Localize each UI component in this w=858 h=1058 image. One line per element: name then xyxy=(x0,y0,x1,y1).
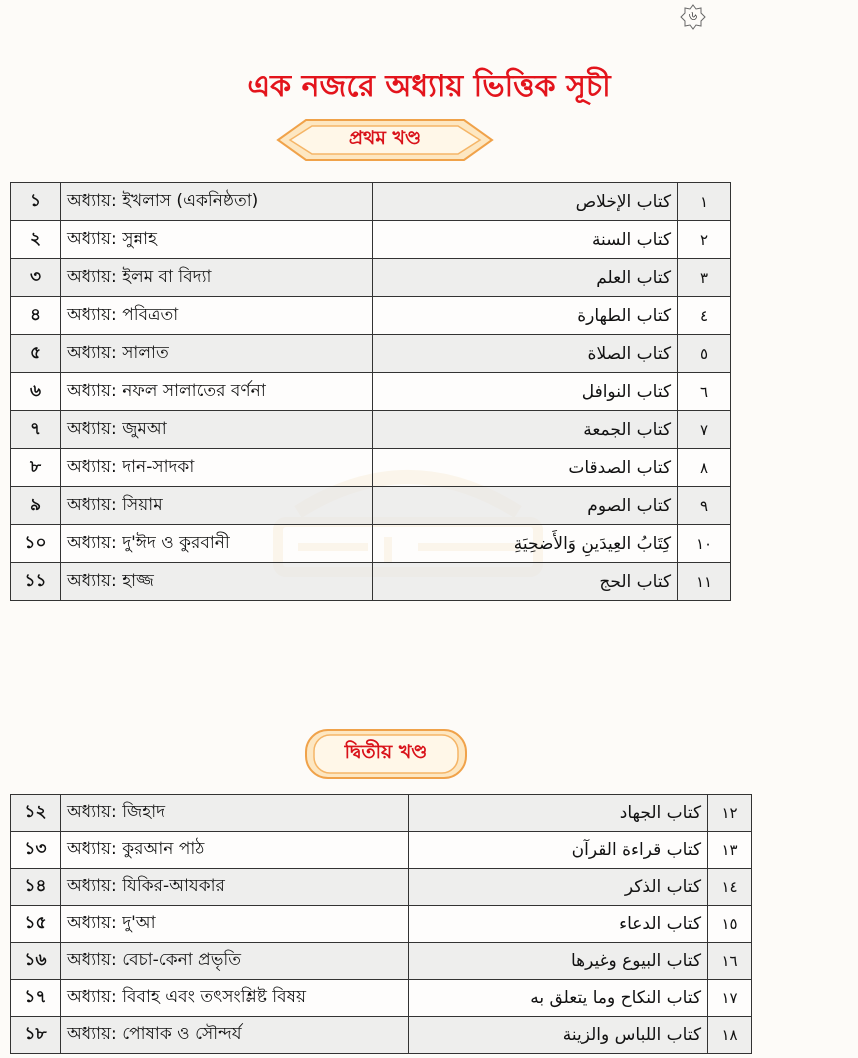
volume1-table xyxy=(10,182,731,601)
table-row xyxy=(11,183,731,221)
table-row xyxy=(11,795,752,832)
chapter-title-bengali: অধ্যায়: দু'ঈদ ও কুরবানী xyxy=(60,525,372,563)
chapter-title-arabic: كتاب النكاح وما يتعلق به xyxy=(408,980,708,1017)
volume1-heading: প্রথম খণ্ড xyxy=(348,127,422,149)
chapter-title-arabic: كتاب النوافل xyxy=(372,373,678,411)
table-row xyxy=(11,1017,752,1054)
chapter-number: ১৬ xyxy=(11,943,61,980)
chapter-number-arabic: ٤ xyxy=(678,297,731,335)
chapter-number: ১৫ xyxy=(11,906,61,943)
table-row xyxy=(11,487,731,525)
chapter-number-arabic: ٩ xyxy=(678,487,731,525)
chapter-number-arabic: ٥ xyxy=(678,335,731,373)
chapter-number-arabic: ١٠ xyxy=(678,525,731,563)
chapter-number-arabic: ٦ xyxy=(678,373,731,411)
table-row xyxy=(11,221,731,259)
volume2-banner xyxy=(304,726,468,782)
chapter-title-bengali: অধ্যায়: পবিত্রতা xyxy=(60,297,372,335)
chapter-number-arabic: ١٣ xyxy=(708,832,752,869)
chapter-title-arabic: كتاب الجمعة xyxy=(372,411,678,449)
chapter-title-bengali: অধ্যায়: যিকির-আযকার xyxy=(60,869,408,906)
table-row xyxy=(11,906,752,943)
chapter-number-arabic: ٨ xyxy=(678,449,731,487)
table-row xyxy=(11,943,752,980)
chapter-title-arabic: كتاب الجهاد xyxy=(408,795,708,832)
chapter-title-bengali: অধ্যায়: হাজ্জ xyxy=(60,563,372,601)
chapter-number: ১০ xyxy=(11,525,61,563)
chapter-title-bengali: অধ্যায়: কুরআন পাঠ xyxy=(60,832,408,869)
chapter-number: ৯ xyxy=(11,487,61,525)
page-number xyxy=(680,4,706,30)
table-row xyxy=(11,525,731,563)
chapter-number-arabic: ١٢ xyxy=(708,795,752,832)
page-number-text: ৬ xyxy=(688,8,698,24)
chapter-title-bengali: অধ্যায়: জুমআ xyxy=(60,411,372,449)
chapter-number: ১২ xyxy=(11,795,61,832)
volume2-heading: দ্বিতীয় খণ্ড xyxy=(344,741,428,763)
table-row xyxy=(11,259,731,297)
chapter-number: ৭ xyxy=(11,411,61,449)
chapter-title-arabic: كتاب الحج xyxy=(372,563,678,601)
table-row xyxy=(11,980,752,1017)
chapter-number: ৮ xyxy=(11,449,61,487)
page-title: এক নজরে অধ্যায় ভিত্তিক সূচী xyxy=(247,69,611,104)
chapter-title-bengali: অধ্যায়: দান-সাদকা xyxy=(60,449,372,487)
chapter-title-bengali: অধ্যায়: ইলম বা বিদ্যা xyxy=(60,259,372,297)
table-row xyxy=(11,449,731,487)
table-row xyxy=(11,411,731,449)
chapter-title-arabic: كتاب الصوم xyxy=(372,487,678,525)
chapter-title-arabic: كِتَابُ العِيدَينِ وَالأَضحِيَةِ xyxy=(372,525,678,563)
chapter-number: ১৮ xyxy=(11,1017,61,1054)
chapter-number-arabic: ١٨ xyxy=(708,1017,752,1054)
chapter-title-arabic: كتاب الصدقات xyxy=(372,449,678,487)
chapter-title-arabic: كتاب الطهارة xyxy=(372,297,678,335)
table-row xyxy=(11,297,731,335)
chapter-number: ১৪ xyxy=(11,869,61,906)
chapter-number-arabic: ١٧ xyxy=(708,980,752,1017)
chapter-number: ১ xyxy=(11,183,61,221)
table-row xyxy=(11,373,731,411)
table-row xyxy=(11,563,731,601)
chapter-title-arabic: كتاب السنة xyxy=(372,221,678,259)
table-row xyxy=(11,869,752,906)
chapter-number: ৪ xyxy=(11,297,61,335)
chapter-title-bengali: অধ্যায়: সিয়াম xyxy=(60,487,372,525)
chapter-number: ৬ xyxy=(11,373,61,411)
chapter-number-arabic: ١ xyxy=(678,183,731,221)
chapter-number-arabic: ١١ xyxy=(678,563,731,601)
chapter-number-arabic: ١٥ xyxy=(708,906,752,943)
chapter-title-bengali: অধ্যায়: পোষাক ও সৌন্দর্য xyxy=(60,1017,408,1054)
chapter-title-bengali: অধ্যায়: ইখলাস (একনিষ্ঠতা) xyxy=(60,183,372,221)
chapter-title-bengali: অধ্যায়: সালাত xyxy=(60,335,372,373)
chapter-number: ৩ xyxy=(11,259,61,297)
chapter-title-arabic: كتاب العلم xyxy=(372,259,678,297)
chapter-title-arabic: كتاب قراءة القرآن xyxy=(408,832,708,869)
volume1-banner xyxy=(276,114,494,166)
chapter-title-arabic: كتاب الإخلاص xyxy=(372,183,678,221)
chapter-title-arabic: كتاب الصلاة xyxy=(372,335,678,373)
table-row xyxy=(11,335,731,373)
chapter-number: ১১ xyxy=(11,563,61,601)
chapter-title-arabic: كتاب اللباس والزينة xyxy=(408,1017,708,1054)
chapter-number-arabic: ١٤ xyxy=(708,869,752,906)
chapter-title-bengali: অধ্যায়: সুন্নাহ xyxy=(60,221,372,259)
chapter-title-bengali: অধ্যায়: দু'আ xyxy=(60,906,408,943)
chapter-number-arabic: ٢ xyxy=(678,221,731,259)
chapter-number: ৫ xyxy=(11,335,61,373)
chapter-title-arabic: كتاب الذكر xyxy=(408,869,708,906)
chapter-number: ১৩ xyxy=(11,832,61,869)
chapter-number: ২ xyxy=(11,221,61,259)
chapter-number-arabic: ٣ xyxy=(678,259,731,297)
chapter-number: ১৭ xyxy=(11,980,61,1017)
chapter-title-arabic: كتاب البيوع وغيرها xyxy=(408,943,708,980)
volume2-table xyxy=(10,794,752,1054)
chapter-title-bengali: অধ্যায়: বেচা-কেনা প্রভৃতি xyxy=(60,943,408,980)
chapter-number-arabic: ١٦ xyxy=(708,943,752,980)
chapter-title-bengali: অধ্যায়: জিহাদ xyxy=(60,795,408,832)
chapter-title-bengali: অধ্যায়: নফল সালাতের বর্ণনা xyxy=(60,373,372,411)
chapter-number-arabic: ٧ xyxy=(678,411,731,449)
chapter-title-bengali: অধ্যায়: বিবাহ এবং তৎসংশ্লিষ্ট বিষয় xyxy=(60,980,408,1017)
chapter-title-arabic: كتاب الدعاء xyxy=(408,906,708,943)
table-row xyxy=(11,832,752,869)
